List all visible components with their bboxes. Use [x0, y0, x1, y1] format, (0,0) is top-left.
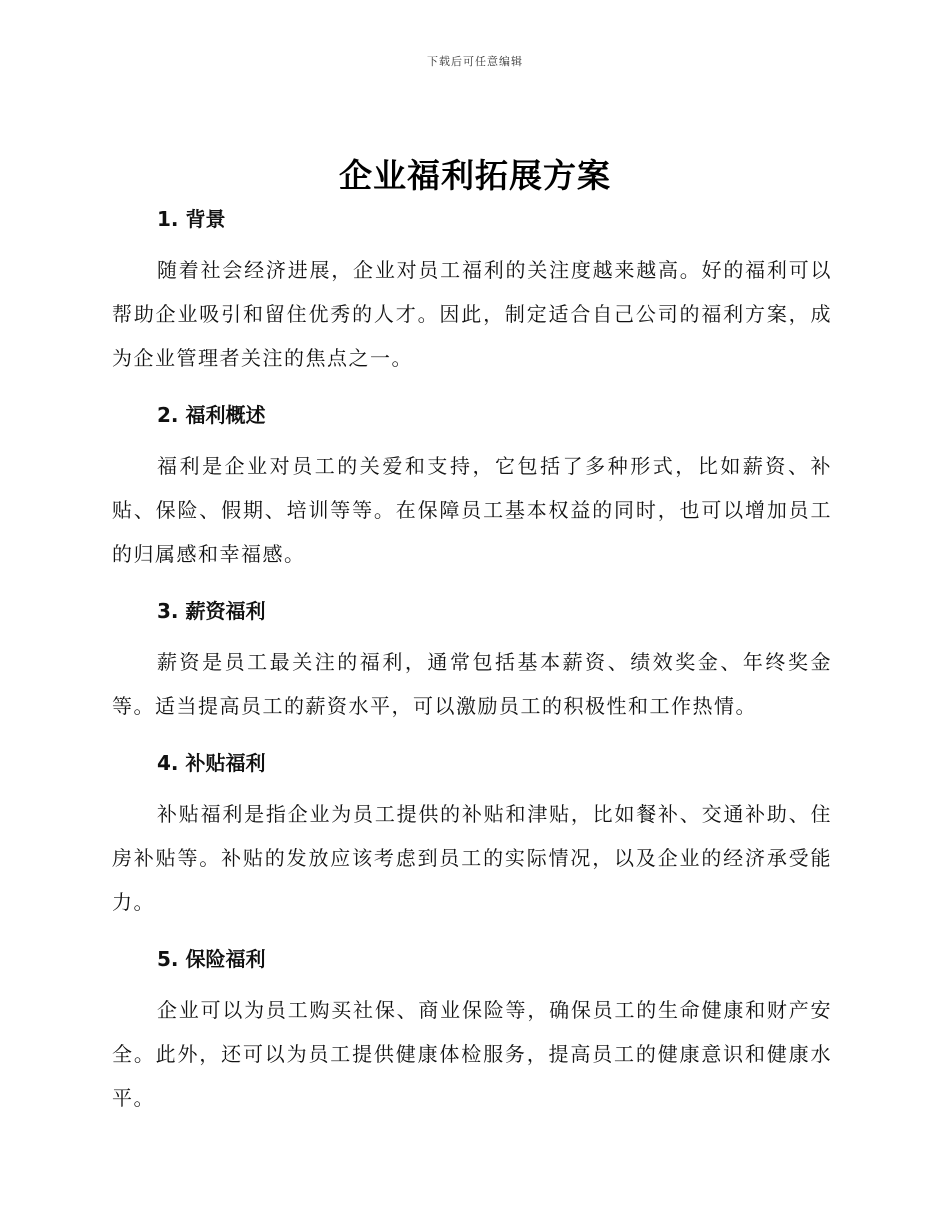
section-paragraph: 随着社会经济进展，企业对员工福利的关注度越来越高。好的福利可以帮助企业吸引和留住优秀的人才。因此，制定适合自己公司的福利方案，成为企业管理者关注的焦点之一。 — [112, 258, 832, 370]
section-paragraph: 企业可以为员工购买社保、商业保险等，确保员工的生命健康和财产安全。此外，还可以为员工提供健康体检服务，提高员工的健康意识和健康水平。 — [112, 998, 832, 1110]
section-paragraph: 薪资是员工最关注的福利，通常包括基本薪资、绩效奖金、年终奖金等。适当提高员工的薪资水平，可以激励员工的积极性和工作热情。 — [112, 650, 832, 718]
section-background — [112, 204, 832, 380]
section-heading: 4. 补贴福利 — [157, 751, 266, 775]
section-heading: 3. 薪资福利 — [157, 599, 266, 623]
section-heading: 2. 福利概述 — [157, 403, 266, 427]
page-header-note: 下载后可任意编辑 — [427, 55, 523, 68]
document-body — [112, 204, 832, 1140]
section-paragraph: 补贴福利是指企业为员工提供的补贴和津贴，比如餐补、交通补助、住房补贴等。补贴的发放应该考虑到员工的实际情况，以及企业的经济承受能力。 — [112, 802, 832, 914]
document-title: 企业福利拓展方案 — [339, 156, 611, 195]
section-subsidy-welfare — [112, 748, 832, 924]
section-heading: 1. 背景 — [157, 207, 226, 231]
section-salary-welfare — [112, 596, 832, 728]
section-welfare-overview — [112, 400, 832, 576]
section-insurance-welfare — [112, 944, 832, 1120]
section-paragraph: 福利是企业对员工的关爱和支持，它包括了多种形式，比如薪资、补贴、保险、假期、培训等等。在保障员工基本权益的同时，也可以增加员工的归属感和幸福感。 — [112, 454, 832, 566]
section-heading: 5. 保险福利 — [157, 947, 266, 971]
